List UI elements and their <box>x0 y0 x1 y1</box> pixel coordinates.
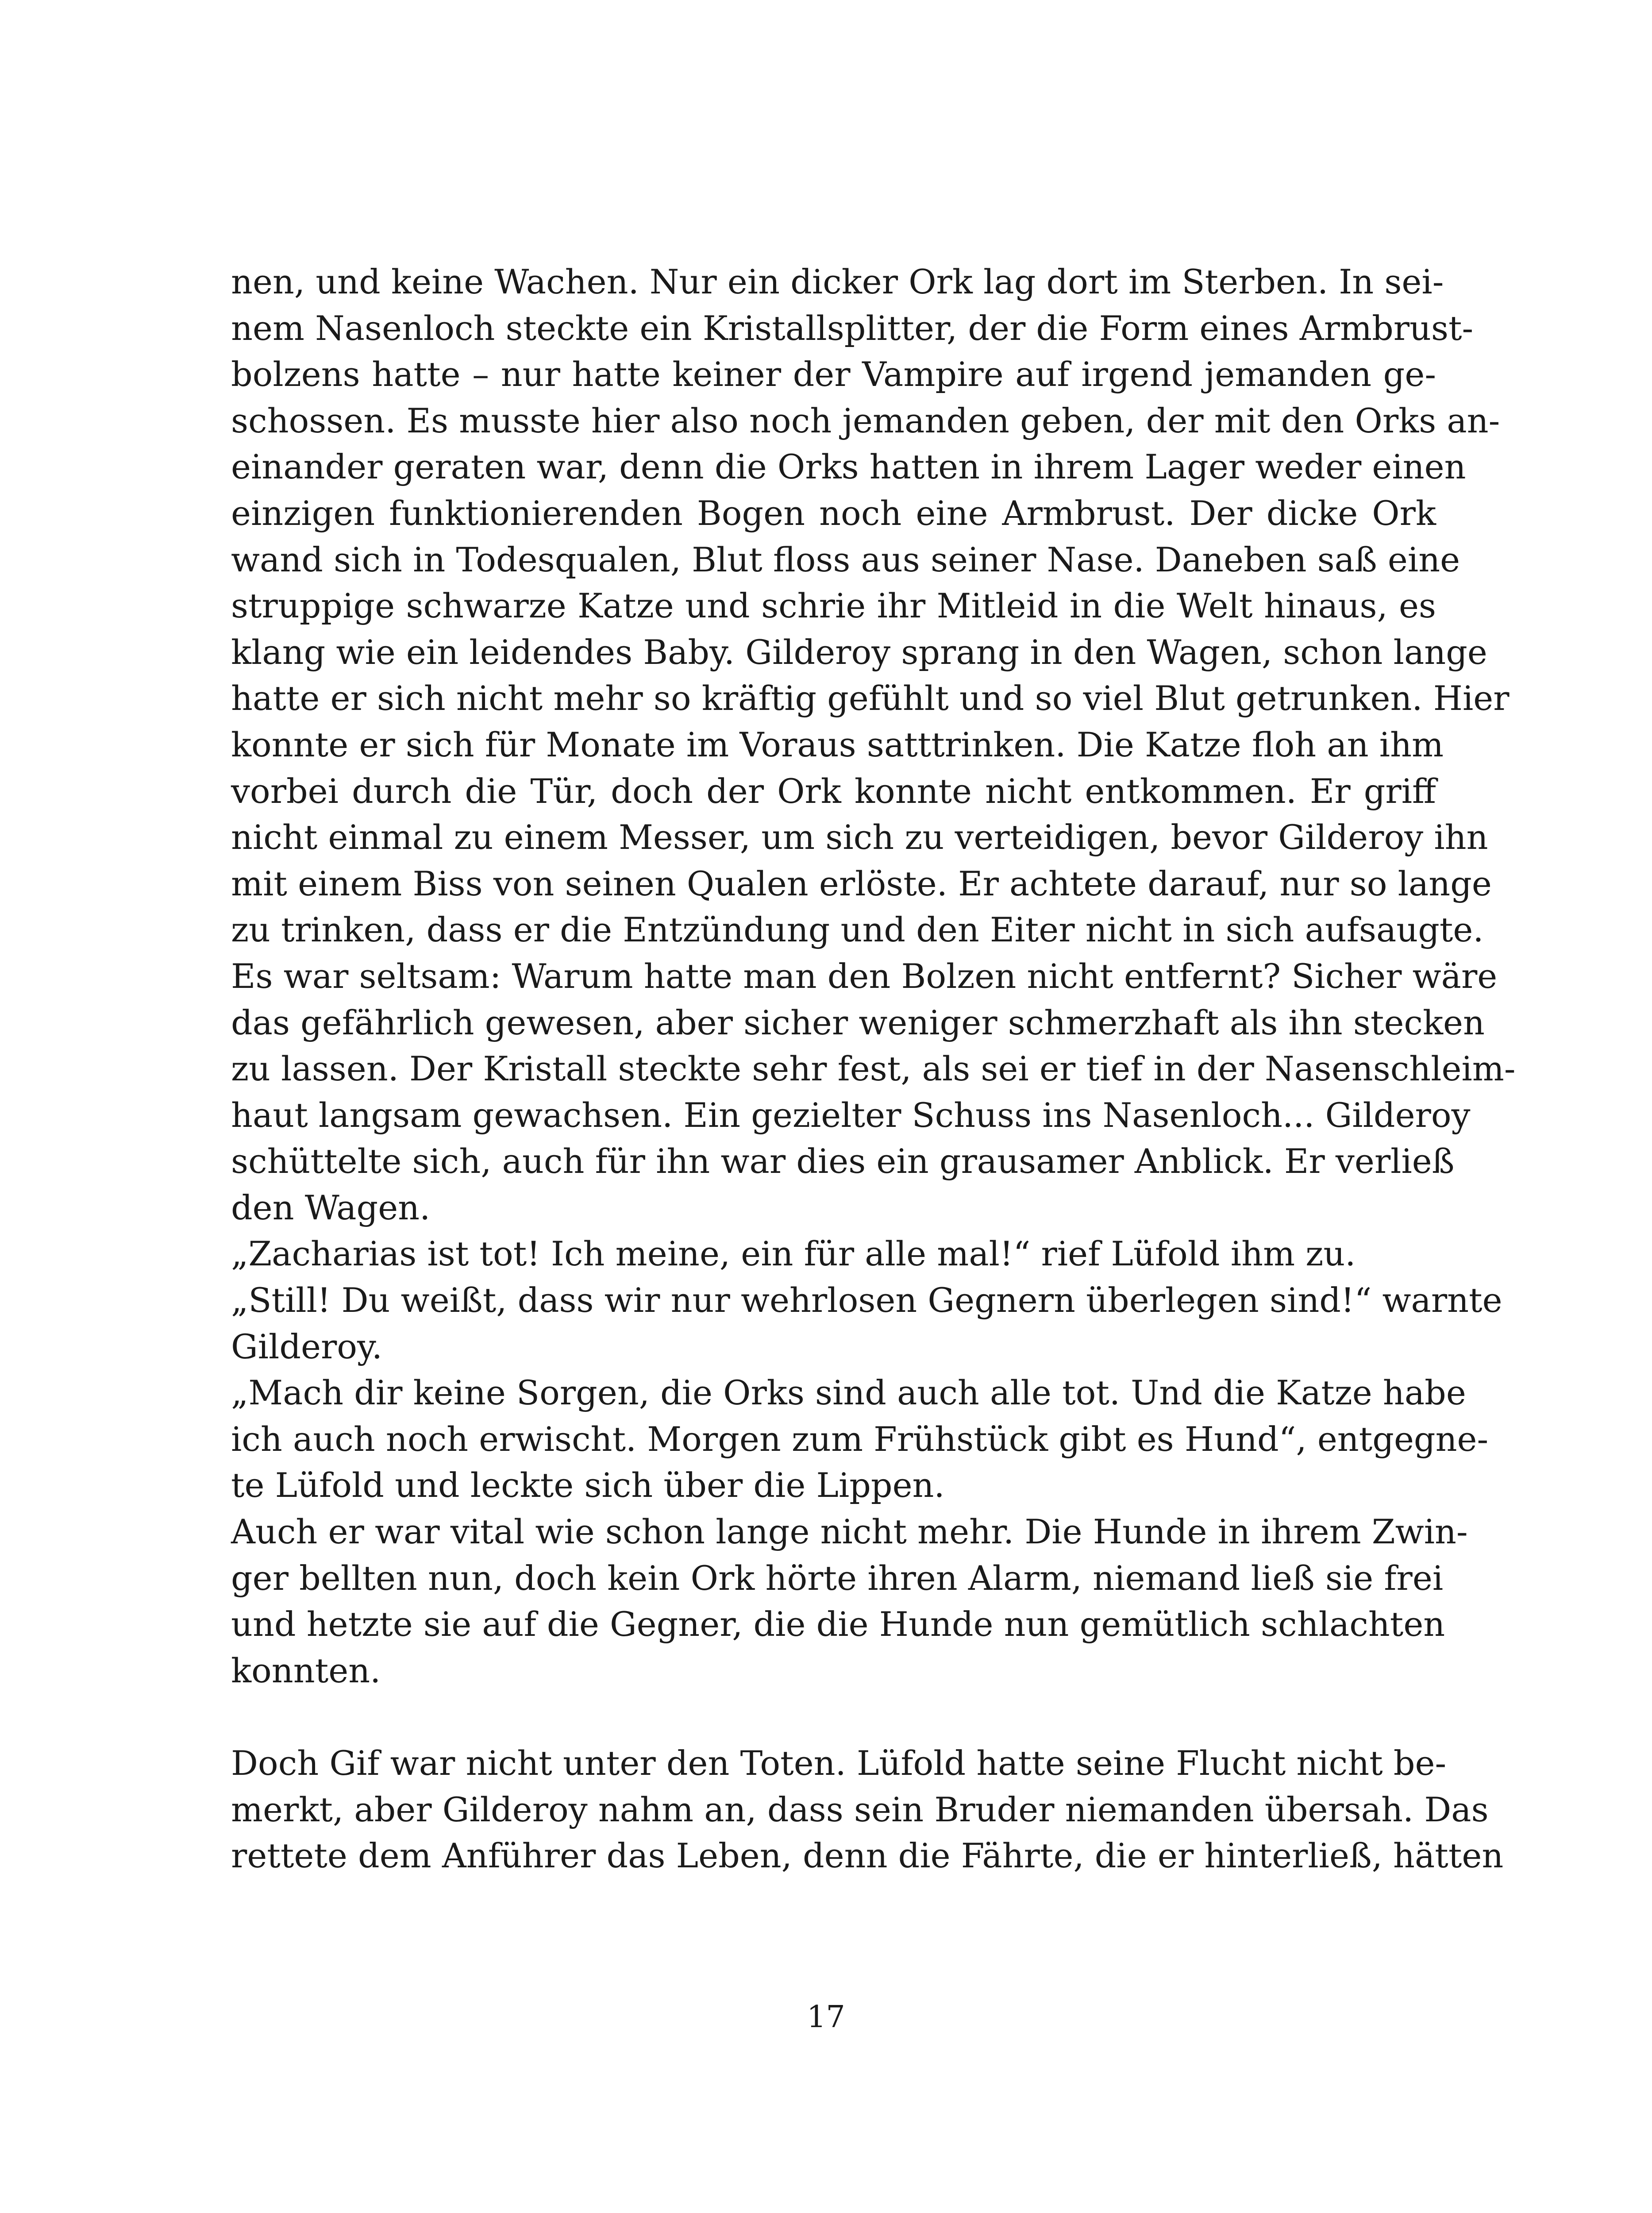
text-line: ger bellten nun, doch kein Ork hörte ihren Alarm, niemand ließ sie frei <box>231 1558 1444 1598</box>
text-line: bolzens hatte – nur hatte keiner der Vampire auf irgend jemanden ge- <box>231 355 1436 394</box>
text-line: hatte er sich nicht mehr so kräftig gefühlt und so viel Blut getrunken. Hier <box>231 679 1510 718</box>
page-number: 17 <box>807 2000 845 2035</box>
text-line: und hetzte sie auf die Gegner, die die Hunde nun gemütlich schlachten <box>231 1604 1445 1644</box>
text-line: einander geraten war, denn die Orks hatten in ihrem Lager weder einen <box>231 447 1466 487</box>
text-line: „Still! Du weißt, dass wir nur wehrlosen Gegnern überlegen sind!“ warnte <box>231 1280 1502 1320</box>
body-text <box>231 259 1516 1879</box>
text-line: den Wagen. <box>231 1187 431 1227</box>
text-line: vorbei durch die Tür, doch der Ork konnte nicht entkommen. Er griff <box>231 771 1436 811</box>
text-line: schossen. Es musste hier also noch jemanden geben, der mit den Orks an- <box>231 401 1500 440</box>
text-line: mit einem Biss von seinen Qualen erlöste. Er achtete darauf, nur so lange <box>231 864 1492 903</box>
text-line: zu lassen. Der Kristall steckte sehr fest, als sei er tief in der Nasenschleim- <box>231 1049 1516 1089</box>
text-line: Doch Gif war nicht unter den Toten. Lüfold hatte seine Flucht nicht be- <box>231 1743 1447 1783</box>
text-line: wand sich in Todesqualen, Blut floss aus seiner Nase. Daneben saß eine <box>231 540 1460 579</box>
text-line: zu trinken, dass er die Entzündung und den Eiter nicht in sich aufsaugte. <box>231 910 1484 950</box>
text-line: ich auch noch erwischt. Morgen zum Frühstück gibt es Hund“, entgegne- <box>231 1419 1489 1459</box>
text-line: nen, und keine Wachen. Nur ein dicker Ork lag dort im Sterben. In sei- <box>231 262 1444 301</box>
text-line: Gilderoy. <box>231 1326 383 1366</box>
text-line: te Lüfold und leckte sich über die Lippen. <box>231 1465 945 1505</box>
paragraph-gap <box>231 1694 1436 1740</box>
text-line: das gefährlich gewesen, aber sicher weniger schmerzhaft als ihn stecken <box>231 1002 1485 1042</box>
text-line: rettete dem Anführer das Leben, denn die Fährte, die er hinterließ, hätten <box>231 1836 1504 1876</box>
text-line: schüttelte sich, auch für ihn war dies ein grausamer Anblick. Er verließ <box>231 1141 1455 1181</box>
text-line: Auch er war vital wie schon lange nicht mehr. Die Hunde in ihrem Zwin- <box>231 1512 1468 1552</box>
text-line: klang wie ein leidendes Baby. Gilderoy sprang in den Wagen, schon lange <box>231 632 1487 672</box>
text-line: „Mach dir keine Sorgen, die Orks sind auch alle tot. Und die Katze habe <box>231 1373 1466 1413</box>
text-line: konnten. <box>231 1650 381 1690</box>
text-line: nicht einmal zu einem Messer, um sich zu verteidigen, bevor Gilderoy ihn <box>231 817 1488 857</box>
text-line: einzigen funktionierenden Bogen noch eine Armbrust. Der dicke Ork <box>231 493 1436 533</box>
text-line: „Zacharias ist tot! Ich meine, ein für alle mal!“ rief Lüfold ihm zu. <box>231 1234 1356 1274</box>
text-line: merkt, aber Gilderoy nahm an, dass sein Bruder niemanden übersah. Das <box>231 1789 1489 1829</box>
text-line: konnte er sich für Monate im Voraus satttrinken. Die Katze floh an ihm <box>231 725 1444 764</box>
text-line: struppige schwarze Katze und schrie ihr Mitleid in die Welt hinaus, es <box>231 586 1436 626</box>
text-line: nem Nasenloch steckte ein Kristallsplitter, der die Form eines Armbrust- <box>231 308 1474 348</box>
text-line: haut langsam gewachsen. Ein gezielter Schuss ins Nasenloch... Gilderoy <box>231 1095 1471 1135</box>
text-line: Es war seltsam: Warum hatte man den Bolzen nicht entfernt? Sicher wäre <box>231 956 1498 996</box>
